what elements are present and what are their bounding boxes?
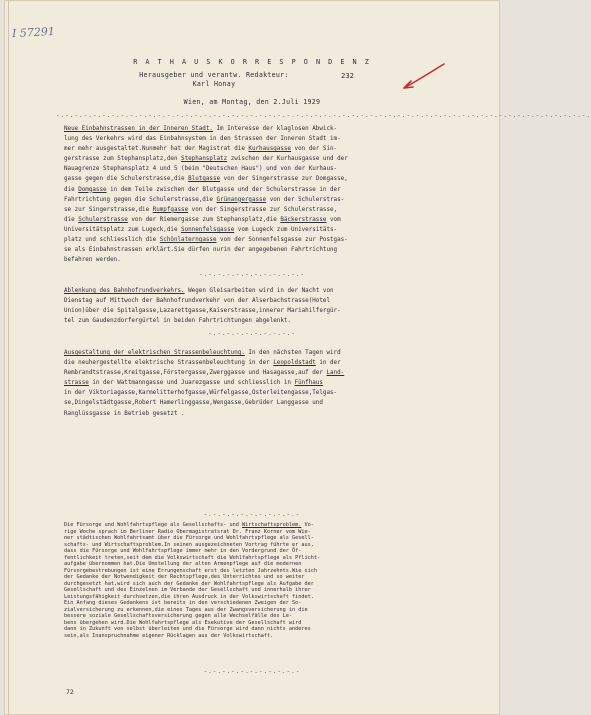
text-segment: se zur Singerstrasse,die — [64, 206, 153, 213]
text-line — [64, 174, 464, 184]
text-segment: von der Singerstrasse zur Schulerstrasse, — [188, 206, 338, 213]
text-segment: von der Schulerstras- — [266, 196, 345, 203]
text-segment: schafts- und Wirtschaftsproblem.In seinen ausgezeichneten Vortrag führte er aus, — [64, 541, 314, 548]
text-segment: dann in Zukunft von selbst überleiten und die Fürsorge wird dann nichts anderes — [64, 626, 311, 632]
text-line — [64, 134, 464, 144]
text-segment: fentlichkeit treten,seit dem die Volkswirtschaft die Wohlfahrtspflege als Pflicht- — [64, 554, 321, 561]
text-line — [64, 358, 464, 368]
underlined-heading: Fünfhaus — [294, 380, 323, 387]
text-segment: in der — [315, 360, 341, 367]
article-strassenbeleuchtung — [64, 348, 464, 419]
text-segment: von der Sonnenfelsgasse zur Postgas- — [216, 237, 348, 244]
underlined-heading: Wirtschaftsproblem. — [242, 522, 302, 528]
text-segment: von der Singerstrasse zur Domgasse, — [220, 176, 348, 183]
text-line — [64, 378, 464, 388]
header-rule: -.-.-.-.-.-.-.-.-.-.-.-.-.-.-.-.-.-.-.-.-.-.-.-.-.-.-.-.-.-.-.-.-.-.-.-.-.-.-.-.-.-.-.-.-.-.-.-.-.-.-.-.-.-.-.-.-.-. — [56, 112, 591, 119]
underlined-heading: Kurhausgasse — [248, 146, 291, 153]
underlined-heading: Sonnenfelsgasse — [181, 226, 235, 233]
text-line — [64, 245, 464, 255]
text-segment: dass die Fürsorge und Wohlfahrtspflege immer mehr in den Vordergrund der Öf- — [64, 548, 302, 554]
text-segment: der Gedanke der Notwendigkeit der Rechtspflege,des Unterrichtes und so weiter — [64, 574, 305, 580]
underlined-heading: Neue Einbahnstrassen in der Inneren Stadt. — [64, 126, 213, 132]
text-segment: Wegen Gleisarbeiten wird in der Nacht von — [184, 288, 334, 294]
text-segment: befahren werden. — [64, 257, 121, 264]
publisher-line: Herausgeber und verantw. Redakteur: — [139, 71, 289, 79]
underlined-heading: Blutgasse — [188, 176, 221, 183]
text-line — [64, 124, 464, 134]
text-segment: von der Sin- — [290, 146, 338, 153]
underlined-heading: Ausgestaltung der elektrischen Strassenbeleuchtung. — [64, 350, 245, 356]
text-segment: Ein Anfang dieses Gedankens ist bereits in den verschiedenen Zweigen der So- — [64, 600, 302, 606]
text-line — [64, 296, 464, 306]
document-page — [4, 0, 591, 715]
editor-name: Karl Honay — [192, 80, 236, 88]
text-segment: se,Dingelstädtgasse,Robert Hamerlinggasse,Wengasse,Gebrüder Langgasse und — [64, 400, 323, 407]
text-segment: die — [64, 186, 79, 193]
text-segment: Im Interesse der klaglosen Abwick- — [212, 126, 338, 132]
text-segment: die neuhergestellte elektrische Strassenbeleuchtung in der — [64, 360, 274, 367]
text-segment: Union)über die Spitalgasse,Lazarettgasse,Kaiserstrasse,innerer Mariahilfergür- — [64, 308, 341, 315]
page-number: 232 — [341, 71, 354, 80]
text-segment: In den nächsten Tagen wird — [244, 350, 341, 356]
underlined-heading: Bäckerstrasse — [280, 216, 327, 223]
text-segment: Rembrandtstrasse,Kreitgasse,Förstergasse,Zwerggasse und Hasagasse,auf der — [64, 370, 327, 377]
separator: -.-.-.-.-.-.-.-.-.- — [208, 330, 296, 337]
text-segment: vom — [326, 216, 341, 223]
text-segment: durchgesetzt hat,wird sich auch der Gedanke der Wohlfahrtspflege als Aufgabe der — [64, 580, 314, 587]
text-segment: zwischen der Kurhausgasse und der — [227, 156, 348, 163]
text-line — [64, 255, 464, 265]
text-segment: se als Einbahnstrassen erklärt.Sie dürfen nurin der angegebenen Fahrtrichtung — [64, 247, 338, 254]
page-edge — [8, 0, 9, 715]
underlined-heading: Schulerstrasse — [78, 216, 128, 223]
separator: -.-.-.-.-.-.-.-.-.-.- — [203, 511, 301, 518]
archive-number: I 57291 — [11, 24, 56, 41]
text-line — [64, 235, 464, 245]
text-segment: Gesellschaft und des Einzelnen im Verbande der Gesellschaft und innerhalb ihrer — [64, 587, 311, 593]
underlined-heading: Stephansplatz — [181, 156, 228, 163]
text-segment: Vo- — [301, 522, 314, 528]
text-line — [64, 195, 464, 205]
underlined-heading: Land- — [326, 370, 345, 377]
text-segment: Ranglüssgasse in Betrieb gesetzt . — [64, 410, 185, 417]
underlined-heading: Grünangergasse — [216, 196, 267, 203]
article-einbahnstrassen — [64, 124, 464, 265]
text-segment: Fahrtrichtung gegen die Schulerstrasse,die — [64, 196, 217, 203]
separator: -.-.-.-.-.-.-.-.-.-.- — [203, 668, 301, 675]
text-segment: in dem Teile zwischen der Blutgasse und der Schulerstrasse in der — [106, 186, 341, 193]
text-line — [64, 368, 464, 378]
text-segment: in der Viktoriagasse,Karmelitterhofgasse,Würfelgasse,Osterleitengasse,Telgas- — [64, 390, 338, 397]
text-segment: sein,als Inanspruchnahme eigener Rücklagen aus der Volkswirtschaft. — [64, 632, 274, 639]
text-segment: lung des Verkehrs wird das Einbahnsystem in den Strassen der Inneren Stadt im- — [64, 136, 341, 143]
text-line — [64, 388, 464, 398]
text-segment: Universitätsplatz zum Lugeck,die — [64, 226, 182, 233]
underlined-heading: Ablenkung des Bahnhofrundverkehrs. — [64, 288, 185, 294]
text-segment: von der Riemergasse zum Stephansplatz,die — [127, 216, 281, 223]
text-segment: mer mehr ausgestaltet.Nunmehr hat der Magistrat die — [64, 146, 249, 153]
text-segment: Die Fürsorge und Wohlfahrtspflege als Gesellschafts- und — [64, 522, 243, 528]
separator: -.-.-.-.-.-.-.-.-.-.-.- — [198, 271, 306, 278]
text-line — [64, 316, 464, 326]
text-line — [64, 164, 464, 174]
underlined-heading: Domgasse — [78, 186, 107, 193]
text-segment: rige Woche sprach im Berliner Radio Obermagistratsrat Dr. Franz Korner vom Wie- — [64, 528, 311, 535]
text-line — [64, 306, 464, 316]
text-line — [64, 398, 464, 408]
article-bahnhofrundverkehr — [64, 286, 464, 326]
underlined-heading: Leopoldstadt — [273, 360, 316, 367]
text-segment: platz und schliesslich die — [64, 237, 160, 244]
text-segment: die — [64, 216, 79, 223]
text-line — [64, 286, 464, 296]
footer-page-number: 72 — [66, 688, 74, 696]
text-segment: Nauagrenze Stephansplatz 4 und 5 (beim "Deutschen Haus") und von der Kurhaus- — [64, 166, 338, 173]
text-line — [64, 225, 464, 235]
text-line — [64, 633, 464, 640]
red-arrow-annotation — [400, 60, 448, 92]
text-line — [64, 348, 464, 358]
text-segment: tel zum Gaudenzdorfergürtel in beiden Fahrtrichtungen abgelenkt. — [64, 318, 291, 325]
text-segment: Dienstag auf Mittwoch der Bahnhofrundverkehr von der Alserbachstrasse(Hotel — [64, 298, 330, 305]
text-line — [64, 215, 464, 225]
article-fuersorge — [64, 522, 464, 639]
text-segment: Leistungsfähigkeit durchsetzen,die ihren Ausdruck in der Volkswirtschaft findet. — [64, 593, 314, 600]
text-segment: vom Lugeck zum Universitäts- — [234, 226, 338, 233]
dateline: Wien, am Montag, den 2.Juli 1929 — [183, 98, 321, 106]
masthead-title: R A T H A U S K O R R E S P O N D E N Z — [133, 58, 371, 66]
text-segment: aufgabe übernommen hat.Die Umstellung der alten Armenpflege auf die modernen — [64, 561, 302, 567]
text-line — [64, 409, 464, 419]
text-line — [64, 144, 464, 154]
underlined-heading: Rumpfgasse — [152, 206, 189, 213]
text-segment: ner städtischen Wohlfahrtsamt über die Fürsorge und Wohlfahrtspflege als Gesell- — [64, 535, 314, 541]
text-segment: bens übergehen wird.Die Wohlfahrtspflege als Exekutive der Gesellschaft wird — [64, 619, 302, 626]
text-segment: in der Wattmanngasse und Juarezgasse und schliesslich in — [88, 380, 295, 387]
text-segment: gerstrasse zum Stephansplatz,den — [64, 156, 182, 163]
underlined-heading: strasse — [64, 380, 89, 387]
text-segment: zialversicherung zu erkennen,die eines Tages aus der Zwangsversicherung in die — [64, 606, 308, 613]
underlined-heading: Schönlaterngasse — [159, 237, 217, 244]
text-line — [64, 154, 464, 164]
text-segment: Fürsorgebestrebungen ist eine Errungenschaft erst des letzten Jahrzehnts.Wie sich — [64, 567, 317, 574]
text-line — [64, 185, 464, 195]
text-segment: gasse gegen die Schulerstrasse,die — [64, 176, 189, 183]
text-segment: bessere soziale Gesellschaftsversicherung gegen alle Wechselfälle des Le- — [64, 613, 292, 619]
text-line — [64, 205, 464, 215]
